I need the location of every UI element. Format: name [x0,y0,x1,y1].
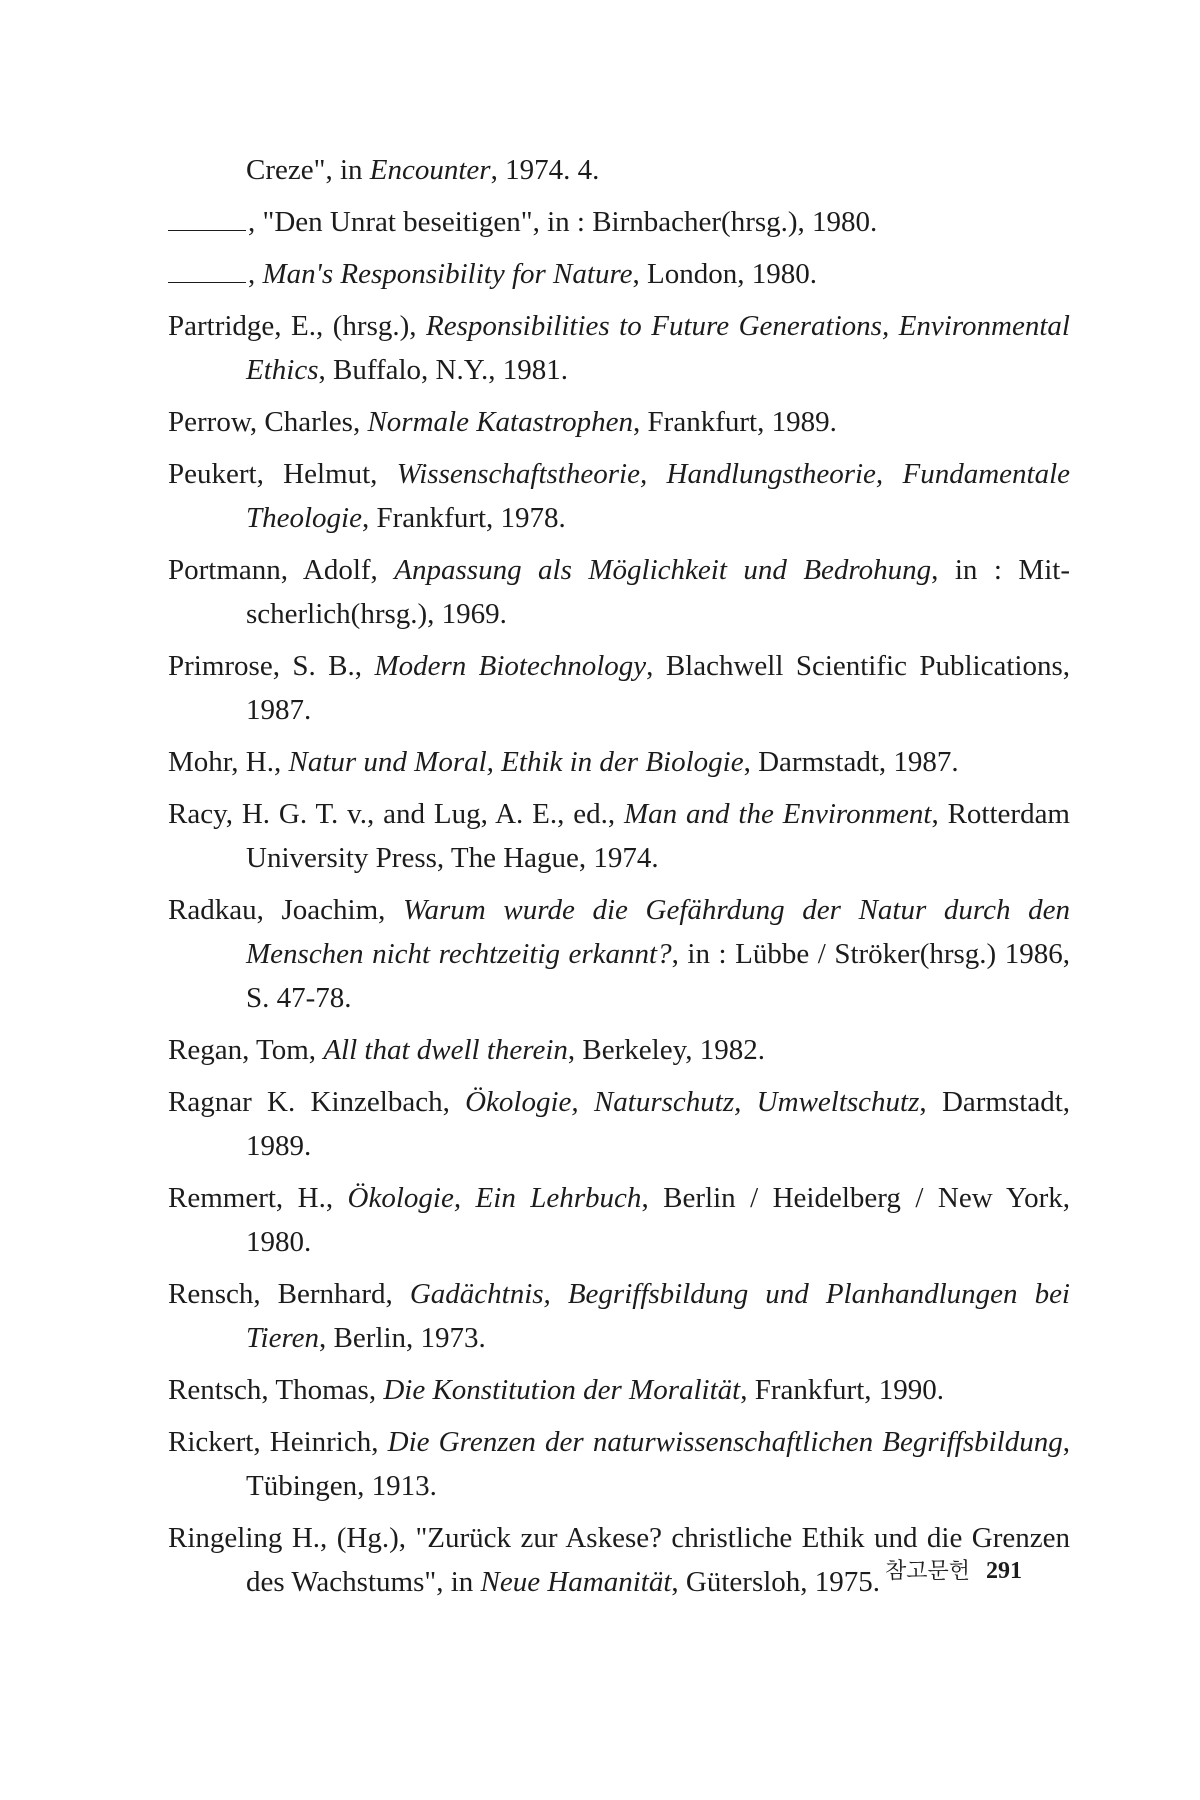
reference-title: Ökologie, Ein Lehrbuch [347,1182,642,1214]
reference-details: , Buffalo, N.Y., 1981. [318,354,568,386]
reference-author: , "Den Unrat beseitigen", in : Birnbacher(hrsg.), 1980. [248,206,878,238]
reference-details: , Tübingen, 1913. [246,1426,1070,1502]
reference-entry [168,400,1070,444]
reference-entry [168,548,1070,636]
reference-title: Responsibilities to Future Generations, Environmental Ethics [246,310,1070,386]
reference-details: , in : Lübbe / Ströker(hrsg.) 1986, S. 47-78. [246,938,1071,1014]
reference-author: Creze", in [246,154,370,186]
reference-details: , Berlin, 1973. [319,1322,486,1354]
reference-author: Remmert, H., [168,1182,348,1214]
reference-entry [168,200,1070,244]
reference-title: Neue Hamanität [480,1566,672,1598]
repeat-author-dash [168,260,246,283]
reference-details: , Darmstadt, 1989. [246,1086,1070,1162]
reference-list [168,148,1070,1612]
reference-author: Rensch, Bernhard, [168,1278,410,1310]
reference-author: Radkau, Joachim, [168,894,404,926]
reference-details: , Frankfurt, 1978. [362,502,566,534]
reference-title: Warum wurde die Gefährdung der Natur durch den Menschen nicht rechtzeitig erkannt? [246,894,1071,970]
reference-author: , [248,258,263,290]
reference-entry [168,1368,1070,1412]
reference-details: , 1974. 4. [490,154,600,186]
reference-title: Man and the Environment [624,798,932,830]
reference-entry [168,1420,1070,1508]
page-number: 291 [986,1558,1022,1584]
reference-details: , Frankfurt, 1990. [740,1374,944,1406]
reference-title: Natur und Moral, Ethik in der Biologie [288,746,744,778]
reference-entry [168,1176,1070,1264]
reference-entry [168,1028,1070,1072]
reference-details: , Rotterdam University Press, The Hague, 1974. [246,798,1070,874]
reference-title: Gadächtnis, Begriffsbildung und Planhandlungen bei Tieren [246,1278,1070,1354]
reference-details: , in : Mit-scherlich(hrsg.), 1969. [246,554,1070,630]
reference-author: Rickert, Heinrich, [168,1426,388,1458]
reference-title: Die Konstitution der Moralität [383,1374,741,1406]
reference-entry [168,452,1070,540]
reference-entry [168,148,1070,192]
reference-details: , Darmstadt, 1987. [743,746,959,778]
reference-entry [168,304,1070,392]
section-label: 참고문헌 [884,1559,970,1584]
reference-title: Die Grenzen der naturwissenschaftlichen Begriffsbildung [387,1426,1063,1458]
reference-details: , Frankfurt, 1989. [633,406,837,438]
reference-details: , Berlin / Heidelberg / New York, 1980. [246,1182,1070,1258]
reference-author: Regan, Tom, [168,1034,324,1066]
reference-entry [168,1272,1070,1360]
page-footer [885,1554,1022,1585]
reference-details: , Blachwell Scientific Publications, 1987. [246,650,1070,726]
reference-title: Wissenschaftstheorie, Handlungstheorie, Fundamentale Theologie [246,458,1070,534]
reference-entry [168,1080,1070,1168]
reference-entry [168,252,1070,296]
reference-title: Modern Biotechnology [374,650,647,682]
reference-author: Partridge, E., (hrsg.), [168,310,427,342]
reference-details: , Berkeley, 1982. [567,1034,765,1066]
reference-details: , London, 1980. [632,258,818,290]
repeat-author-dash [168,208,246,231]
reference-details: , Gütersloh, 1975. [671,1566,881,1598]
reference-title: All that dwell therein [323,1034,568,1066]
reference-title: Man's Responsibility for Nature [262,258,633,290]
reference-author: Primrose, S. B., [168,650,375,682]
reference-author: Perrow, Charles, [168,406,368,438]
reference-entry [168,644,1070,732]
reference-author: Mohr, H., [168,746,289,778]
reference-author: Rentsch, Thomas, [168,1374,384,1406]
reference-author: Racy, H. G. T. v., and Lug, A. E., ed., [168,798,625,830]
reference-entry [168,792,1070,880]
reference-title: Encounter [369,154,491,186]
reference-title: Anpassung als Möglichkeit und Bedrohung [394,554,932,586]
reference-title: Ökologie, Naturschutz, Umweltschutz [465,1086,920,1118]
reference-entry [168,740,1070,784]
reference-entry [168,888,1070,1020]
reference-author: Peukert, Helmut, [168,458,397,490]
reference-author: Portmann, Adolf, [168,554,395,586]
reference-author: Ringeling H., (Hg.), "Zurück zur Askese? christliche Ethik und die Grenzen des Wachstums", in [168,1522,1070,1598]
reference-author: Ragnar K. Kinzelbach, [168,1086,466,1118]
reference-title: Normale Katastrophen [367,406,634,438]
